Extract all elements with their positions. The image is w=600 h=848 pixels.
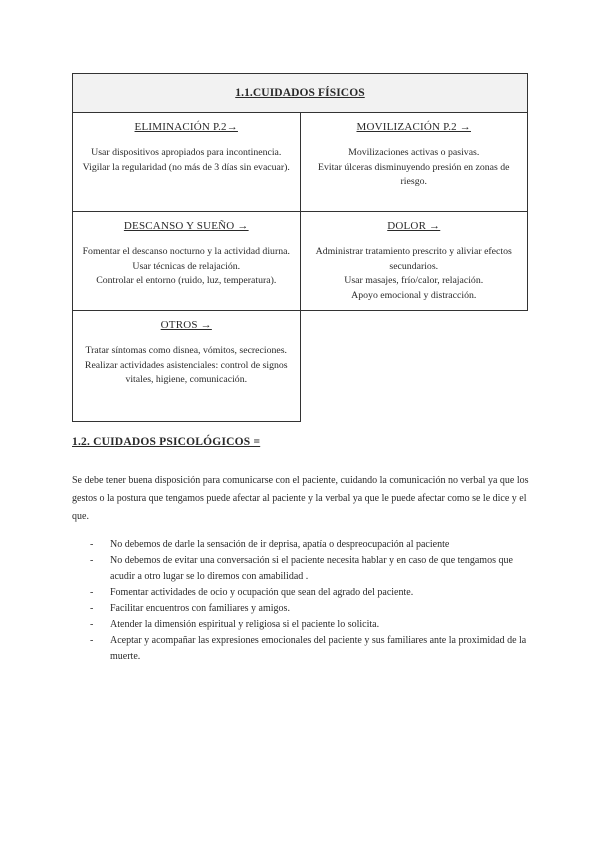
cell-line: Realizar actividades asistenciales: control de signos vitales, higiene, comunicación. — [84, 359, 288, 385]
cell-body — [307, 245, 522, 303]
list-item-text: Atender la dimensión espiritual y religiosa si el paciente lo solicita. — [110, 619, 380, 630]
cell-line: Fomentar el descanso nocturno y la actividad diurna. — [82, 246, 290, 257]
list-item — [72, 633, 532, 665]
bullet-dash: - — [90, 587, 94, 598]
care-cell-rest-sleep — [73, 212, 301, 311]
cell-line: Controlar el entorno (ruido, luz, temperatura). — [96, 275, 277, 286]
psychological-intro: Se debe tener buena disposición para comunicarse con el paciente, cuidando la comunicación no verbal ya que los gestos o la postura que tengamos puede afectar al paciente y la verbal ya que le puede afectar como se le dice y el que. — [72, 475, 529, 522]
cell-heading: DOLOR → — [387, 220, 441, 232]
list-item — [72, 553, 532, 585]
list-item — [72, 537, 532, 553]
psychological-bullet-list — [72, 537, 532, 665]
bullet-dash: - — [90, 603, 94, 614]
cell-line: Administrar tratamiento prescrito y aliviar efectos secundarios. — [315, 246, 512, 272]
list-item-text: Facilitar encuentros con familiares y amigos. — [110, 603, 290, 614]
cell-line: Vigilar la regularidad (no más de 3 días sin evacuar). — [82, 161, 290, 173]
cell-line: Tratar síntomas como disnea, vómitos, secreciones. — [85, 345, 288, 356]
list-item-text: No debemos de evitar una conversación si el paciente necesita hablar y en caso de que tengamos que acudir a otro lugar se lo diremos con amabilidad . — [110, 555, 513, 582]
list-item-text: Fomentar actividades de ocio y ocupación que sean del agrado del paciente. — [110, 587, 414, 598]
cell-line: Usar técnicas de relajación. — [132, 260, 241, 272]
psychological-care-title: 1.2. CUIDADOS PSICOLÓGICOS = — [72, 436, 261, 448]
cell-line: Apoyo emocional y distracción. — [351, 289, 477, 301]
care-cell-elimination — [73, 113, 301, 212]
empty-cell — [300, 311, 528, 422]
cell-line: Usar masajes, frío/calor, relajación. — [344, 275, 484, 286]
cell-body — [79, 344, 294, 388]
bullet-dash: - — [90, 555, 94, 566]
cell-heading: OTROS → — [160, 319, 212, 331]
cell-line: Movilizaciones activas o pasivas. — [348, 147, 480, 158]
cell-body — [79, 245, 294, 289]
cell-line: Usar dispositivos apropiados para incontinencia. — [91, 147, 282, 158]
cell-body — [79, 146, 294, 175]
list-item-text: Aceptar y acompañar las expresiones emocionales del paciente y sus familiares ante la proximidad de la muerte. — [110, 635, 527, 662]
bullet-dash: - — [90, 539, 94, 550]
list-item-text: No debemos de darle la sensación de ir deprisa, apatía o despreocupación al paciente — [110, 539, 450, 550]
list-item — [72, 601, 532, 617]
care-cell-pain — [300, 212, 528, 311]
cell-heading: MOVILIZACIÓN P.2 → — [356, 121, 471, 133]
bullet-dash: - — [90, 635, 94, 646]
physical-care-table — [72, 73, 528, 422]
care-cell-mobilization — [300, 113, 528, 212]
cell-body — [307, 146, 522, 190]
physical-care-title: 1.1.CUIDADOS FÍSICOS — [73, 74, 528, 113]
cell-heading: DESCANSO Y SUEÑO → — [123, 220, 249, 232]
bullet-dash: - — [90, 619, 94, 630]
care-cell-others — [73, 311, 301, 422]
cell-line: Evitar úlceras disminuyendo presión en zonas de riesgo. — [317, 161, 510, 187]
cell-heading: ELIMINACIÓN P.2→ — [134, 121, 238, 133]
list-item — [72, 585, 532, 601]
list-item — [72, 617, 532, 633]
